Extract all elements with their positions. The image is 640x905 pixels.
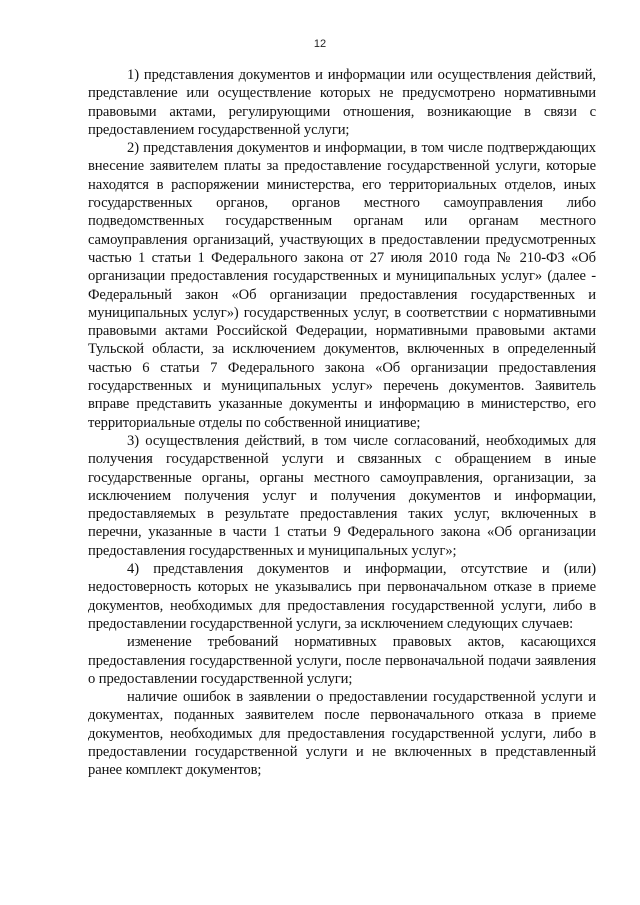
paragraph-item-3: 3) осуществления действий, в том числе согласований, необходимых для получения государственной услуги и связанных с обращением в иные государственные органы, органы местного самоуправления, организации, за исключением получения услуг и получения документов и информации, предоставляемых в результате предоставления таких услуг, включенных в перечни, указанные в части 1 статьи 9 Федерального закона «Об организации предоставления государственных и муниципальных услуг»; <box>88 432 596 559</box>
document-body <box>88 66 596 780</box>
paragraph-item-2: 2) представления документов и информации, в том числе подтверждающих внесение заявителем платы за предоставление государственной услуги, которые находятся в распоряжении министерства, его территориальных отделов, иных государственных органов, органов местного самоуправления либо подведомственных государственным органам или органам местного самоуправления организаций, участвующих в предоставлении предусмотренных частью 1 статьи 1 Федерального закона от 27 июля 2010 года № 210-ФЗ «Об организации предоставления государственных и муниципальных услуг» (далее - Федеральный закон «Об организации предоставления государственных и муниципальных услуг») государственных услуг, в соответствии с нормативными правовыми актами Российской Федерации, нормативными правовыми актами Тульской области, за исключением документов, включенных в определенный частью 6 статьи 7 Федерального закона «Об организации предоставления государственных и муниципальных услуг» перечень документов. Заявитель вправе представить указанные документы и информацию в министерство, его территориальные отделы по собственной инициативе; <box>88 140 596 431</box>
exception-case-1: изменение требований нормативных правовых актов, касающихся предоставления государственной услуги, после первоначальной подачи заявления о предоставлении государственной услуги; <box>88 634 596 687</box>
page-number: 12 <box>313 38 327 50</box>
paragraph-item-1: 1) представления документов и информации или осуществления действий, представление или осуществление которых не предусмотрено нормативными правовыми актами, регулирующими отношения, возникающие в связи с предоставлением государственной услуги; <box>88 67 596 138</box>
exception-case-2: наличие ошибок в заявлении о предоставлении государственной услуги и документах, поданных заявителем после первоначального отказа в приеме документов, необходимых для предоставления государственной услуги, либо в предоставлении государственной услуги и не включенных в представленный ранее комплект документов; <box>88 689 596 779</box>
paragraph-item-4: 4) представления документов и информации, отсутствие и (или) недостоверность которых не указывались при первоначальном отказе в приеме документов, необходимых для предоставления государственной услуги, либо в предоставлении государственной услуги, за исключением следующих случаев: <box>88 561 596 632</box>
